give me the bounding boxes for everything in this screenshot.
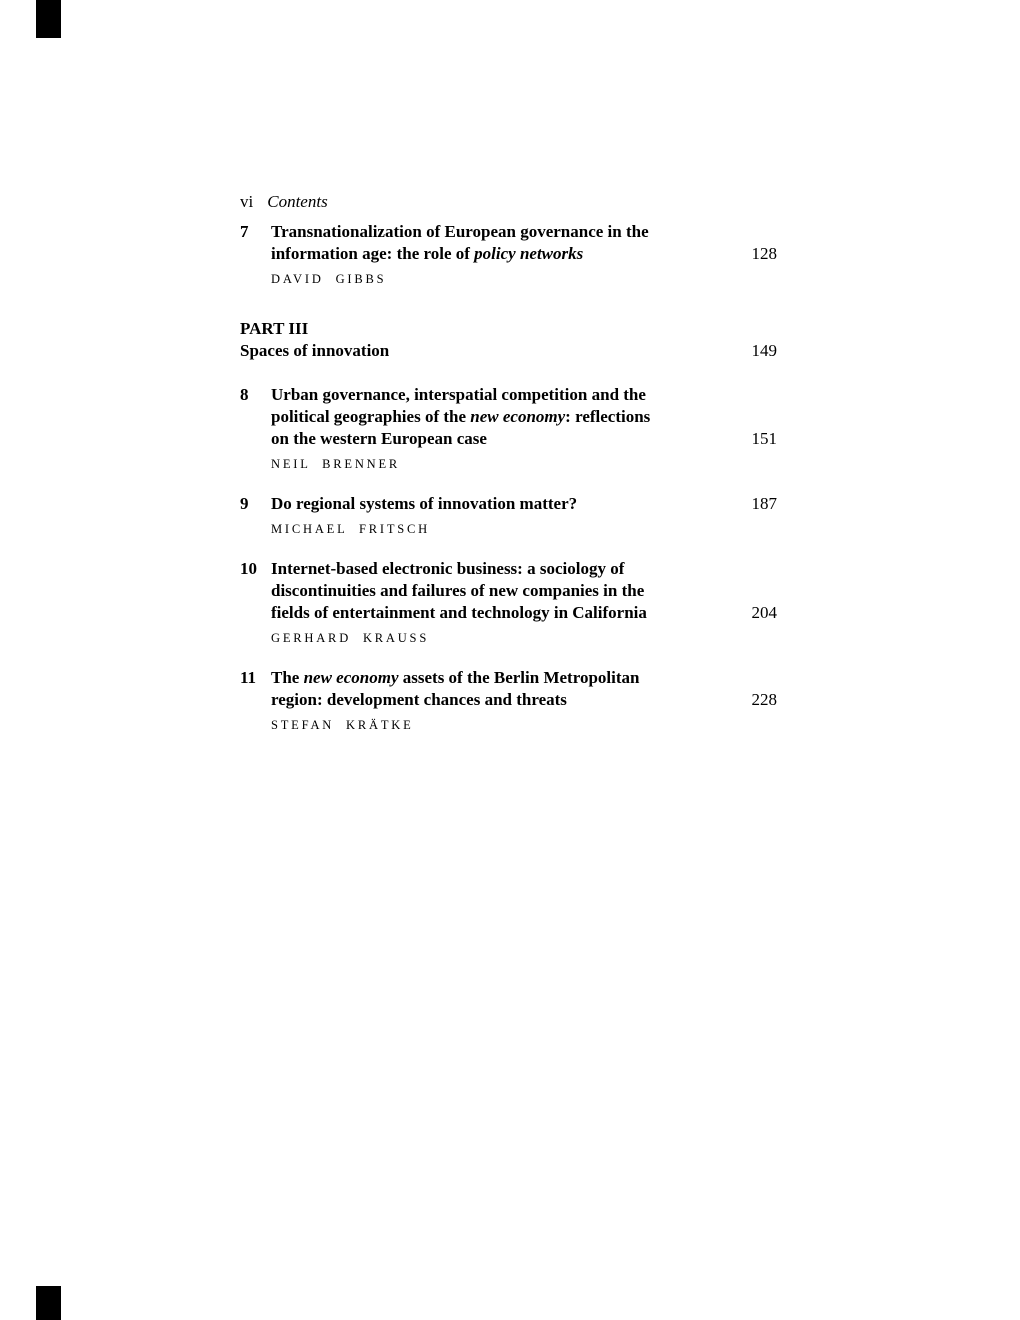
title-line: on the western European case [271, 429, 487, 448]
part-title: Spaces of innovation [240, 341, 390, 360]
chapter-author: MICHAEL FRITSCH [271, 522, 431, 536]
italic-term: new economy [470, 407, 566, 426]
title-line: Internet-based electronic business: a sociology of [271, 559, 625, 578]
page-reference: 204 [751, 603, 777, 622]
toc-entry-chapter-9 [240, 493, 777, 537]
chapter-number: 11 [240, 668, 257, 687]
italic-term: policy networks [474, 244, 584, 263]
page-reference: 187 [751, 494, 777, 513]
scan-artifact-bottom [36, 1286, 61, 1320]
chapter-author: GERHARD KRAUSS [271, 631, 430, 645]
chapter-number: 9 [240, 494, 249, 513]
title-line: discontinuities and failures of new companies in the [271, 581, 645, 600]
chapter-title [271, 558, 777, 624]
toc-entry-chapter-10 [240, 558, 777, 646]
title-line: Transnationalization of European governance in the [271, 222, 649, 241]
chapter-number: 8 [240, 385, 249, 404]
title-line: Urban governance, interspatial competition and the [271, 385, 646, 404]
chapter-title [271, 667, 777, 711]
chapter-number: 7 [240, 222, 249, 241]
page-reference: 228 [751, 690, 777, 709]
chapter-author: NEIL BRENNER [271, 457, 401, 471]
toc-entry-chapter-11 [240, 667, 777, 733]
chapter-title [271, 493, 777, 515]
title-line: information age: the role of policy networks [271, 244, 584, 263]
chapter-title [271, 384, 777, 450]
italic-term: new economy [303, 668, 399, 687]
running-title: Contents [267, 192, 328, 211]
part-label: PART III [240, 319, 309, 338]
chapter-author: DAVID GIBBS [271, 272, 387, 286]
chapter-title [271, 221, 777, 265]
page-reference: 151 [751, 429, 777, 448]
title-line: region: development chances and threats [271, 690, 567, 709]
toc-entry-chapter-8 [240, 384, 777, 472]
chapter-number: 10 [240, 559, 257, 578]
part-heading [240, 318, 777, 362]
title-line: fields of entertainment and technology in California [271, 603, 647, 622]
folio-page-number: vi [240, 192, 254, 211]
page-reference: 149 [751, 341, 777, 360]
scan-artifact-top [36, 0, 61, 38]
title-line: Do regional systems of innovation matter? [271, 494, 578, 513]
running-header [240, 191, 777, 213]
title-line: political geographies of the new economy: reflections [271, 407, 651, 426]
toc-entry-chapter-7 [240, 221, 777, 287]
title-line: The new economy assets of the Berlin Metropolitan [271, 668, 640, 687]
page-reference: 128 [751, 244, 777, 263]
chapter-author: STEFAN KRÄTKE [271, 718, 414, 732]
table-of-contents [240, 191, 777, 733]
